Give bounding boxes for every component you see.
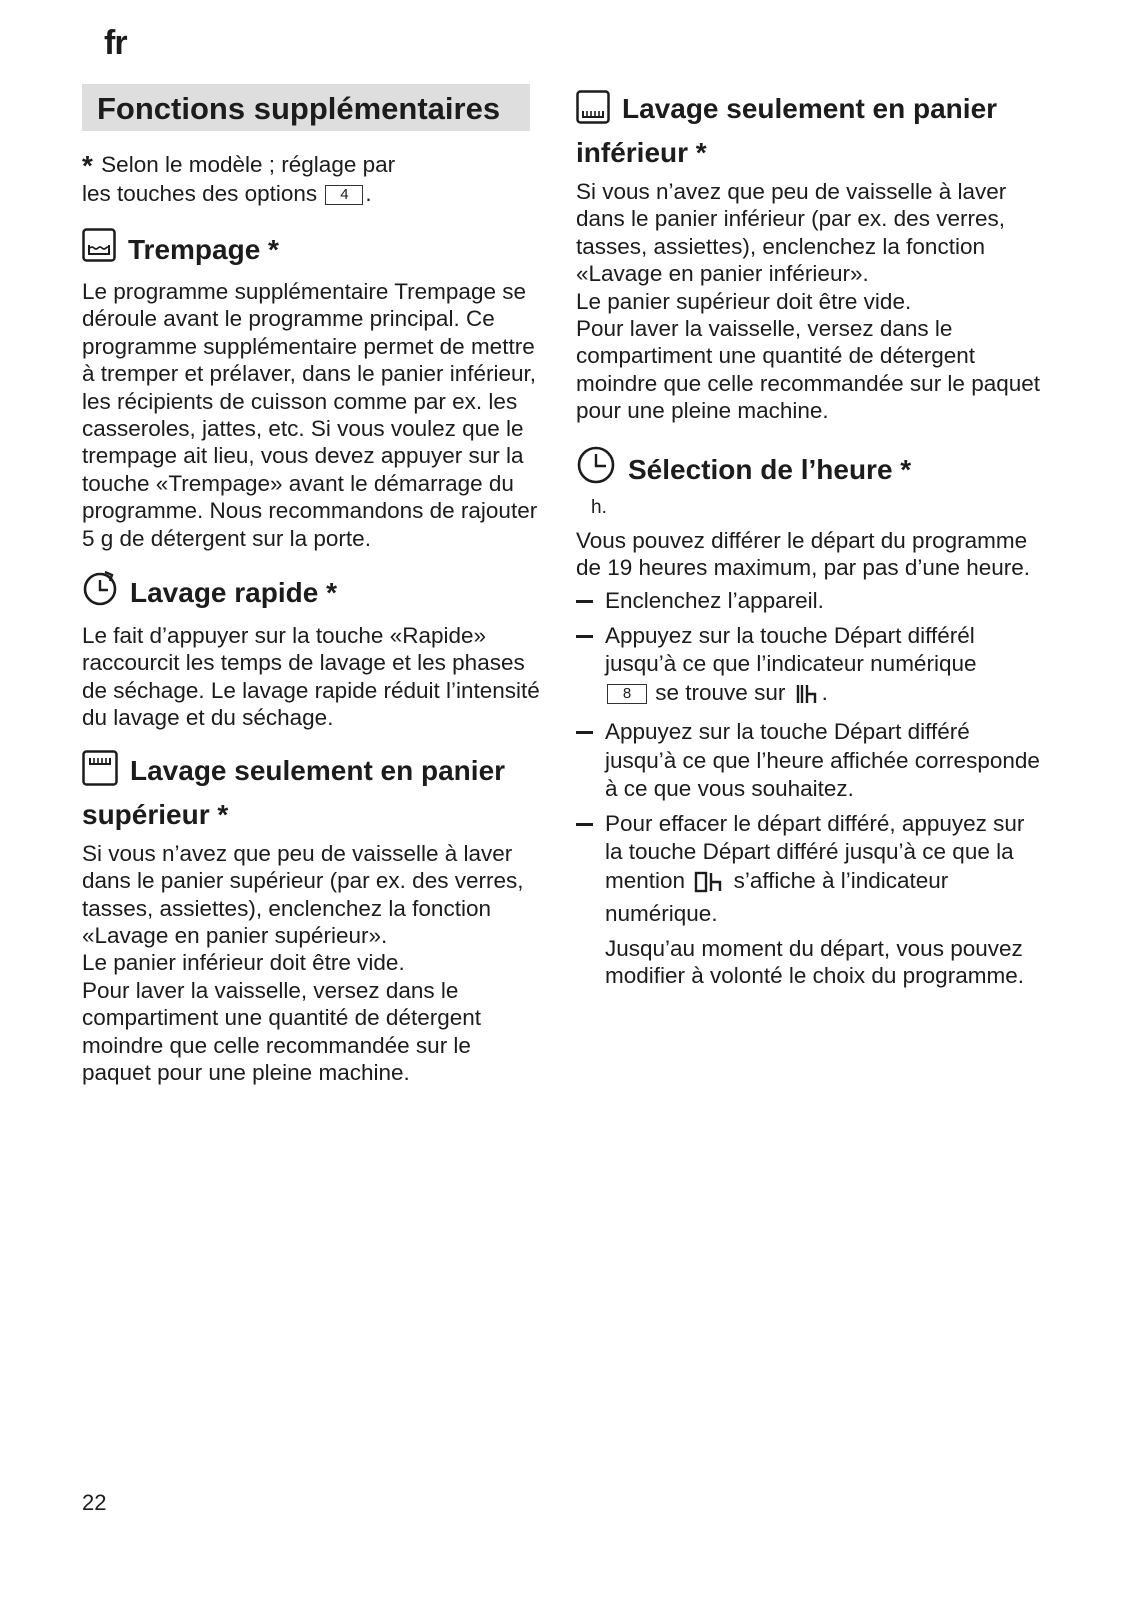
time-selection-heading [576, 445, 1046, 495]
step-4-text-b: s’affiche à l’indicateur numérique. [605, 867, 949, 927]
section-trempage [82, 228, 542, 552]
rapide-text: Le fait d’appuyer sur la touche «Rapide» raccourcit les temps de lavage et les phases de séchage. Le lavage rapide réduit l’intensité du lavage et du séchage. [82, 623, 540, 731]
step-2-period: . [821, 679, 828, 705]
upper-basket-text [82, 840, 542, 1087]
trempage-heading [82, 228, 542, 272]
section-rapide [82, 570, 542, 732]
lower-basket-text-2: Le panier supérieur doit être vide. [576, 288, 912, 314]
asterisk: * [82, 150, 93, 181]
option-key-box: 4 [325, 185, 363, 205]
upper-basket-title: Lavage seulement en panier supérieur * [82, 754, 506, 830]
time-selection-final: Jusqu’au moment du départ, vous pouvez modifier à volonté le choix du programme. [605, 935, 1024, 989]
clock-icon [576, 445, 616, 495]
language-tag: fr [104, 24, 127, 62]
note-line2: les touches des options [82, 181, 318, 206]
upper-basket-icon [82, 750, 118, 796]
step-item [576, 622, 1046, 713]
lower-basket-text [576, 178, 1046, 425]
time-selection-intro: Vous pouvez différer le départ du programme de 19 heures maximum, par pas d’une heure. [576, 527, 1031, 581]
soak-icon [82, 228, 116, 272]
step-3-text: Appuyez sur la touche Départ différé jusqu’à ce que l’heure affichée corresponde à ce que vous souhaitez. [605, 719, 1040, 802]
display-0h-icon [694, 871, 724, 901]
quick-wash-clock-icon [82, 570, 118, 616]
page-number: 22 [82, 1490, 107, 1515]
right-column [576, 90, 1046, 990]
lower-basket-text-1: Si vous n’avez que peu de vaisselle à laver dans le panier inférieur (par ex. des verres, tasses, assiettes), enclenchez la fonction «Lavage en panier inférieur». [576, 179, 1007, 287]
section-title: Fonctions supplémentaires [82, 84, 530, 131]
section-lower-basket [576, 90, 1046, 425]
upper-basket-heading [82, 750, 542, 834]
step-item [576, 587, 1046, 616]
clock-icon-label: h. [591, 496, 607, 518]
lower-basket-icon [576, 90, 610, 134]
step-item [576, 718, 1046, 804]
time-selection-title: Sélection de l’heure * [628, 453, 912, 485]
left-column [82, 84, 542, 1086]
model-note [82, 151, 542, 208]
note-line1: Selon le modèle ; réglage par [101, 152, 396, 177]
note-period: . [365, 181, 372, 206]
display-1h-icon [795, 683, 819, 713]
lower-basket-text-3: Pour laver la vaisselle, versez dans le compartiment une quantité de détergent moindre que celle recommandée sur le paquet pour une pleine machine. [576, 316, 1041, 424]
step-2-text-b: se trouve sur [655, 679, 786, 705]
upper-basket-text-1: Si vous n’avez que peu de vaisselle à laver dans le panier supérieur (par ex. des verres, tasses, assiettes), enclenchez la fonction «Lavage en panier supérieur». [82, 840, 524, 948]
step-4-text: Pour effacer le départ différé, appuyez sur la touche Départ différé jusqu’à ce que la mention [605, 810, 1025, 893]
step-1-text: Enclenchez l’appareil. [605, 588, 824, 614]
rapide-heading [82, 570, 542, 616]
display-key-box: 8 [607, 684, 647, 704]
step-2-text: Appuyez sur la touche Départ différél jusqu’à ce que l’indicateur numérique [605, 622, 977, 677]
time-selection-steps [576, 587, 1046, 929]
rapide-title: Lavage rapide * [130, 577, 337, 609]
step-item [576, 810, 1046, 929]
trempage-title: Trempage * [128, 234, 279, 265]
lower-basket-title: Lavage seulement en panier inférieur * [576, 93, 998, 168]
upper-basket-text-3: Pour laver la vaisselle, versez dans le compartiment une quantité de détergent moindre que celle recommandée sur le paquet pour une pleine machine. [82, 977, 482, 1085]
upper-basket-text-2: Le panier inférieur doit être vide. [82, 950, 405, 976]
section-upper-basket [82, 750, 542, 1087]
lower-basket-heading [576, 90, 1046, 172]
section-time-selection [576, 445, 1046, 990]
trempage-text: Le programme supplémentaire Trempage se déroule avant le programme principal. Ce programme supplémentaire permet de mettre à tremper et prélaver, dans le panier inférieur, les récipients de cuisson comme par ex. les casseroles, jattes, etc. Si vous voulez que le trempage ait lieu, vous devez appuyer sur la touche «Trempage» avant le démarrage du programme. Nous recommandons de rajouter 5 g de détergent sur la porte. [82, 279, 538, 551]
